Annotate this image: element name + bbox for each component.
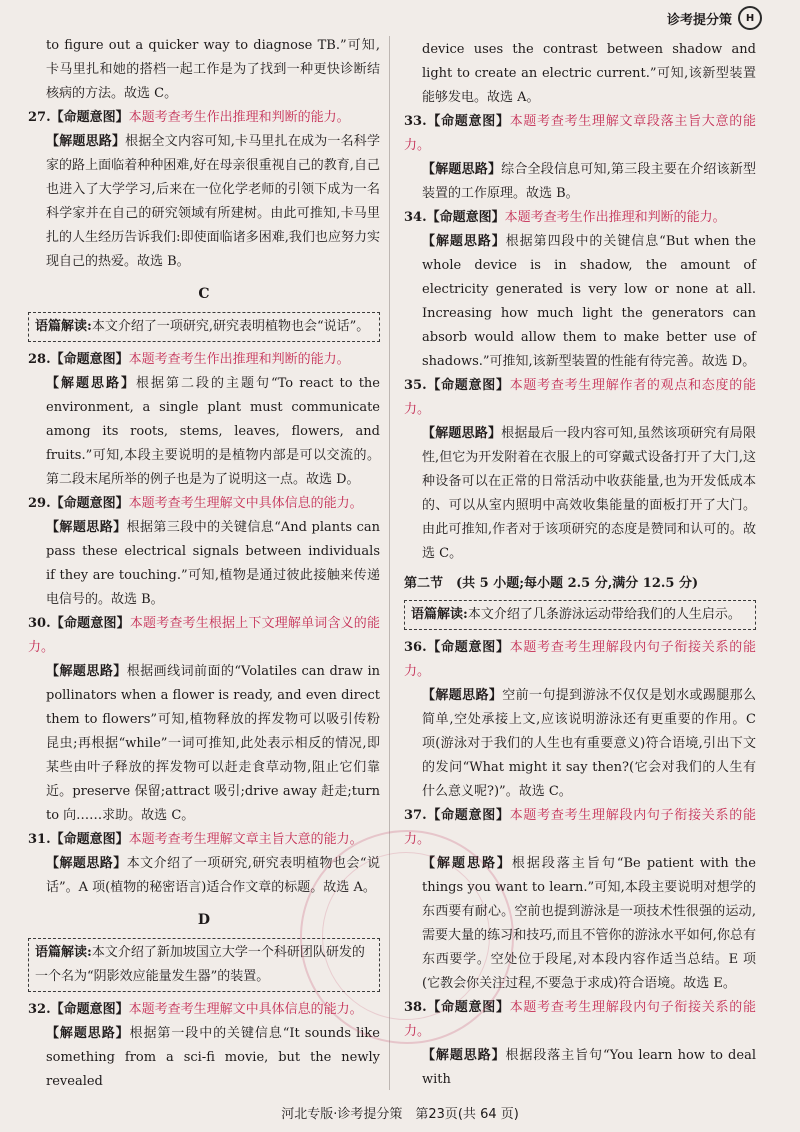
solution	[28, 372, 380, 492]
summary-label: 语篇解读:	[35, 945, 92, 960]
question-36	[404, 636, 756, 684]
intent-tag: 【命题意图】	[426, 378, 510, 393]
solution	[28, 852, 380, 900]
intent-tag: 【命题意图】	[426, 640, 510, 655]
solution	[28, 660, 380, 828]
solution-tag: 【解题思路】	[422, 234, 506, 249]
question-number: 35.	[404, 378, 427, 393]
section-title: 第二节 (共 5 小题;每小题 2.5 分,满分 12.5 分)	[404, 576, 699, 591]
solution-tag: 【解题思路】	[422, 426, 502, 441]
intent-text: 本题考查考生理解文章段落主旨大意的能力。	[404, 114, 756, 153]
intent-tag: 【命题意图】	[426, 114, 510, 129]
intent-text: 本题考查考生作出推理和判断的能力。	[128, 352, 350, 367]
question-number: 32.	[28, 1002, 51, 1017]
intent-tag: 【命题意图】	[426, 1000, 510, 1015]
intent-text: 本题考查考生作出推理和判断的能力。	[128, 110, 350, 125]
summary-text: 本文介绍了一项研究,研究表明植物也会“说话”。	[91, 319, 370, 334]
question-29	[28, 492, 380, 516]
solution-text: 根据全文内容可知,卡马里扎在成为一名科学家的路上面临着种种困难,好在母亲很重视自己的教育,自己也进入了大学学习,后来在一位化学老师的引领下成为一名科学家并在自己的研究领域有所建树。由此可推知,卡马里扎的人生经历告诉我们:即使面临诸多困难,我们也应努力实现自己的热爱。故选 B。	[46, 134, 380, 269]
intent-tag: 【命题意图】	[426, 808, 510, 823]
intent-text: 本题考查考生理解段内句子衔接关系的能力。	[404, 1000, 756, 1039]
passage-summary	[28, 312, 380, 342]
column-divider	[389, 36, 390, 1090]
solution-text: 根据第一段中的关键信息“It sounds like something from a sci-fi movie, but the newly revealed	[46, 1026, 380, 1089]
left-column	[28, 34, 380, 1094]
intent-tag: 【命题意图】	[50, 616, 130, 631]
section-heading: C	[198, 286, 210, 302]
solution-tag: 【解题思路】	[422, 162, 502, 177]
solution	[404, 852, 756, 996]
solution-text: 根据画线词前面的“Volatiles can draw in pollinators when a flower is ready, and even direct them to flowers”可知,植物释放的挥发物可以吸引传粉昆虫;再根据“while”一词可推知,此处表示相反的情况,即某些由叶子释放的挥发物可以赶走食草动物,阻止它们靠近。preserve 保留;attract 吸引;drive away 赶走;turn to 向……求助。故选 C。	[46, 664, 380, 823]
intent-tag: 【命题意图】	[50, 1002, 129, 1017]
question-37	[404, 804, 756, 852]
question-33	[404, 110, 756, 158]
solution-text: 根据最后一段内容可知,虽然该项研究有局限性,但它为开发附着在衣服上的可穿戴式设备打开了大门,这种设备可以在正常的日常活动中收获能量,也为开发低成本的、可以从室内照明中高效收集能量的面板打开了大门。由此可推知,作者对于该项研究的态度是赞同和认可的。故选 C。	[422, 426, 756, 561]
question-32	[28, 998, 380, 1022]
solution-text: 综合全段信息可知,第三段主要在介绍该新型装置的工作原理。故选 B。	[422, 162, 756, 201]
solution-tag: 【解题思路】	[46, 1026, 130, 1041]
intent-text: 本题考查考生理解作者的观点和态度的能力。	[404, 378, 756, 417]
question-number: 38.	[404, 1000, 427, 1015]
solution-tag: 【解题思路】	[46, 856, 127, 871]
header-title: 诊考提分策	[666, 12, 732, 28]
question-number: 27.	[28, 110, 51, 125]
question-number: 31.	[28, 832, 51, 847]
question-number: 33.	[404, 114, 427, 129]
intent-text: 本题考查考生理解文章主旨大意的能力。	[128, 832, 363, 847]
solution-tag: 【解题思路】	[46, 376, 136, 391]
question-number: 29.	[28, 496, 51, 511]
question-27	[28, 106, 380, 130]
solution-text: 根据段落主旨句“Be patient with the things you want to learn.”可知,本段主要说明对想学的东西要有耐心。空前也提到游泳是一项技术性很强的运动,需要大量的练习和技巧,而且不管你的游泳水平如何,你总有东西要学。空处位于段尾,对本段内容作适当总结。E 项(它教会你关注过程,不要急于求成)符合语境。故选 E。	[422, 856, 756, 991]
solution-text: 根据第三段中的关键信息“And plants can pass these electrical signals between individuals if they are touching.”可知,植物是通过彼此接触来传递电信号的。故选 B。	[46, 520, 380, 607]
intent-text: 本题考查考生根据上下文理解单词含义的能力。	[28, 616, 380, 655]
question-number: 34.	[404, 210, 427, 225]
intent-text: 本题考查考生作出推理和判断的能力。	[504, 210, 726, 225]
intent-text: 本题考查考生理解段内句子衔接关系的能力。	[404, 640, 756, 679]
question-number: 28.	[28, 352, 51, 367]
question-number: 30.	[28, 616, 51, 631]
solution	[404, 422, 756, 566]
solution-text: 本文介绍了一项研究,研究表明植物也会“说话”。A 项(植物的秘密语言)适合作文章的标题。故选 A。	[46, 856, 380, 895]
question-number: 37.	[404, 808, 427, 823]
solution	[28, 1022, 380, 1094]
intent-text: 本题考查考生理解段内句子衔接关系的能力。	[404, 808, 756, 847]
page-footer: 河北专版·诊考提分策 第23页(共 64 页)	[281, 1107, 519, 1122]
intent-tag: 【命题意图】	[426, 210, 505, 225]
question-28	[28, 348, 380, 372]
intent-tag: 【命题意图】	[50, 496, 129, 511]
solution-tag: 【解题思路】	[46, 520, 127, 535]
passage-summary	[404, 600, 756, 630]
solution	[28, 516, 380, 612]
summary-label: 语篇解读:	[35, 319, 92, 334]
summary-label: 语篇解读:	[411, 607, 468, 622]
summary-text: 本文介绍了几条游泳运动带给我们的人生启示。	[467, 607, 741, 622]
solution	[28, 130, 380, 274]
solution	[404, 158, 756, 206]
section-heading: D	[197, 912, 211, 928]
intent-tag: 【命题意图】	[50, 352, 129, 367]
page-header	[667, 6, 762, 30]
solution-tag: 【解题思路】	[422, 856, 512, 871]
question-31	[28, 828, 380, 852]
question-number: 36.	[404, 640, 427, 655]
solution-tag: 【解题思路】	[422, 1048, 506, 1063]
solution	[404, 1044, 756, 1092]
intent-text: 本题考查考生理解文中具体信息的能力。	[128, 496, 363, 511]
solution-tag: 【解题思路】	[422, 688, 503, 703]
paragraph: device uses the contrast between shadow and light to create an electric current.”可知,该新型装置能够发电。故选 A。	[422, 42, 756, 105]
intent-text: 本题考查考生理解文中具体信息的能力。	[128, 1002, 363, 1017]
intent-tag: 【命题意图】	[50, 110, 129, 125]
solution-text: 根据第四段中的关键信息“But when the whole device is in shadow, the amount of electricity generated is very low or none at all. Increasing how much light the generators can absorb would allow them to make better use of shadows.”可推知,该新型装置的性能有待完善。故选 D。	[422, 234, 756, 369]
question-38	[404, 996, 756, 1044]
question-30	[28, 612, 380, 660]
passage-summary	[28, 938, 380, 992]
brand-logo-icon: H	[738, 6, 762, 30]
solution-text: 根据第二段的主题句“To react to the environment, a single plant must communicate among its roots, stems, leaves, flowers, and fruits.”可知,本段主要说明的是植物内部是可以交流的。第二段末尾所举的例子也是为了说明这一点。故选 D。	[46, 376, 380, 487]
solution	[404, 684, 756, 804]
summary-text: 本文介绍了新加坡国立大学一个科研团队研发的一个名为“阴影效应能量发生器”的装置。	[35, 945, 365, 984]
paragraph: to figure out a quicker way to diagnose TB.”可知,卡马里扎和她的搭档一起工作是为了找到一种更快诊断结核病的方法。故选 C。	[46, 38, 380, 101]
intent-tag: 【命题意图】	[50, 832, 129, 847]
question-34	[404, 206, 756, 230]
solution-text: 空前一句提到游泳不仅仅是划水或踢腿那么简单,空处承接上文,应该说明游泳还有更重要的作用。C 项(游泳对于我们的人生也有重要意义)符合语境,引出下文的发问“What might it say then?(它会对我们的人生有什么意义呢?)”。故选 C。	[422, 688, 756, 799]
right-column	[404, 38, 756, 1092]
solution-tag: 【解题思路】	[46, 664, 127, 679]
solution	[404, 230, 756, 374]
solution-text: 根据段落主旨句“You learn how to deal with	[422, 1048, 756, 1087]
question-35	[404, 374, 756, 422]
solution-tag: 【解题思路】	[46, 134, 126, 149]
